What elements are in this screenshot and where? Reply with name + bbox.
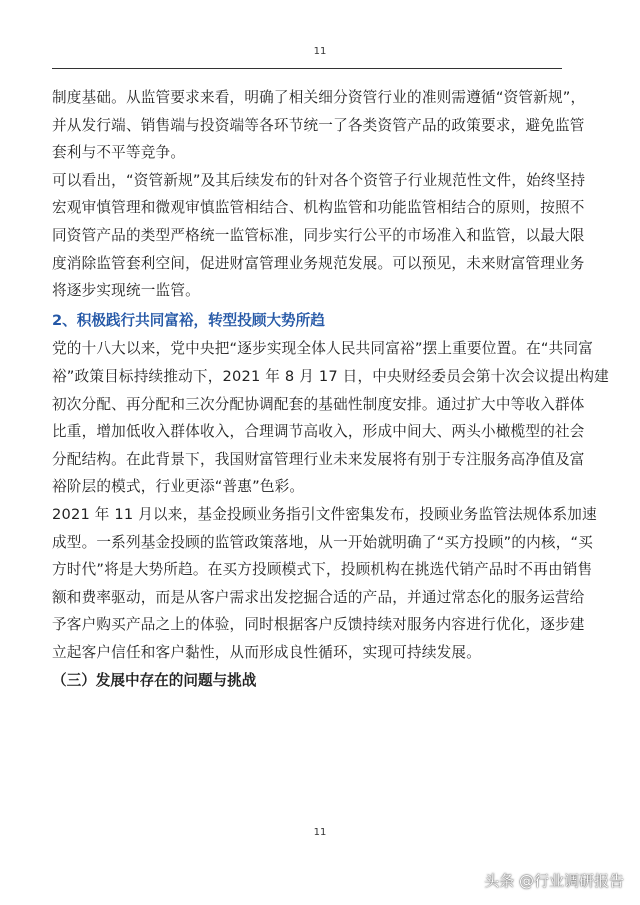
text-line: 予客户购买产品之上的体验，同时根据客户反馈持续对服务内容进行优化，逐步建 xyxy=(52,616,585,634)
paragraph-4 xyxy=(52,501,597,667)
text-line: 立起客户信任和客户黏性，从而形成良性循环，实现可持续发展。 xyxy=(52,643,482,661)
section-heading: 2、积极践行共同富裕，转型投顾大势所趋 xyxy=(52,311,325,329)
text-line: 将逐步实现统一监管。 xyxy=(52,282,200,300)
text-line: 度消除监管套利空间，促进财富管理业务规范发展。可以预见，未来财富管理业务 xyxy=(52,254,585,272)
text-line: 可以看出，“资管新规”及其后续发布的针对各个资管子行业规范性文件，始终坚持 xyxy=(52,171,586,189)
text-line: 同资管产品的类型严格统一监管标准，同步实行公平的市场准入和监管，以最大限 xyxy=(52,226,585,244)
footer-page-number: 11 xyxy=(313,827,327,838)
text-line: 成型。一系列基金投顾的监管政策落地，从一开始就明确了“买方投顾”的内核，“买 xyxy=(52,533,594,551)
paragraph-3 xyxy=(52,335,609,501)
paragraph-1 xyxy=(52,84,586,167)
text-line: 方时代”将是大势所趋。在买方投顾模式下，投顾机构在挑选代销产品时不再由销售 xyxy=(52,561,593,579)
text-line: 党的十八大以来，党中央把“逐步实现全体人民共同富裕”摆上重要位置。在“共同富 xyxy=(52,340,594,358)
text-line: 分配结构。在此背景下，我国财富管理行业未来发展将有别于专注服务高净值及富 xyxy=(52,450,585,468)
document-body xyxy=(52,84,609,695)
text-line: 宏观审慎管理和微观审慎监管相结合、机构监管和功能监管相结合的原则，按照不 xyxy=(52,199,585,217)
text-line: 初次分配、再分配和三次分配协调配套的基础性制度安排。通过扩大中等收入群体 xyxy=(52,395,585,413)
header-divider xyxy=(52,68,562,69)
text-line: 并从发行端、销售端与投资端等各环节统一了各类资管产品的政策要求，避免监管 xyxy=(52,116,585,134)
text-line: 2021 年 11 月以来，基金投顾业务指引文件密集发布，投顾业务监管法规体系加速 xyxy=(52,505,597,523)
text-line: 裕”政策目标持续推动下，2021 年 8 月 17 日，中央财经委员会第十次会议提出构建 xyxy=(52,367,609,385)
text-line: 制度基础。从监管要求来看，明确了相关细分资管行业的准则需遵循“资管新规”， xyxy=(52,89,586,106)
text-line: 额和费率驱动，而是从客户需求出发挖掘合适的产品，并通过常态化的服务运营给 xyxy=(52,588,585,606)
source-watermark: 头条 @行业调研报告 xyxy=(484,872,624,890)
paragraph-2 xyxy=(52,167,586,305)
header-page-number: 11 xyxy=(313,46,327,57)
text-line: 套利与不平等竞争。 xyxy=(52,144,186,162)
text-line: 裕阶层的模式，行业更添“普惠”色彩。 xyxy=(52,478,305,496)
subsection-heading: （三）发展中存在的问题与挑战 xyxy=(52,672,257,690)
text-line: 比重，增加低收入群体收入，合理调节高收入，形成中间大、两头小橄榄型的社会 xyxy=(52,423,585,441)
